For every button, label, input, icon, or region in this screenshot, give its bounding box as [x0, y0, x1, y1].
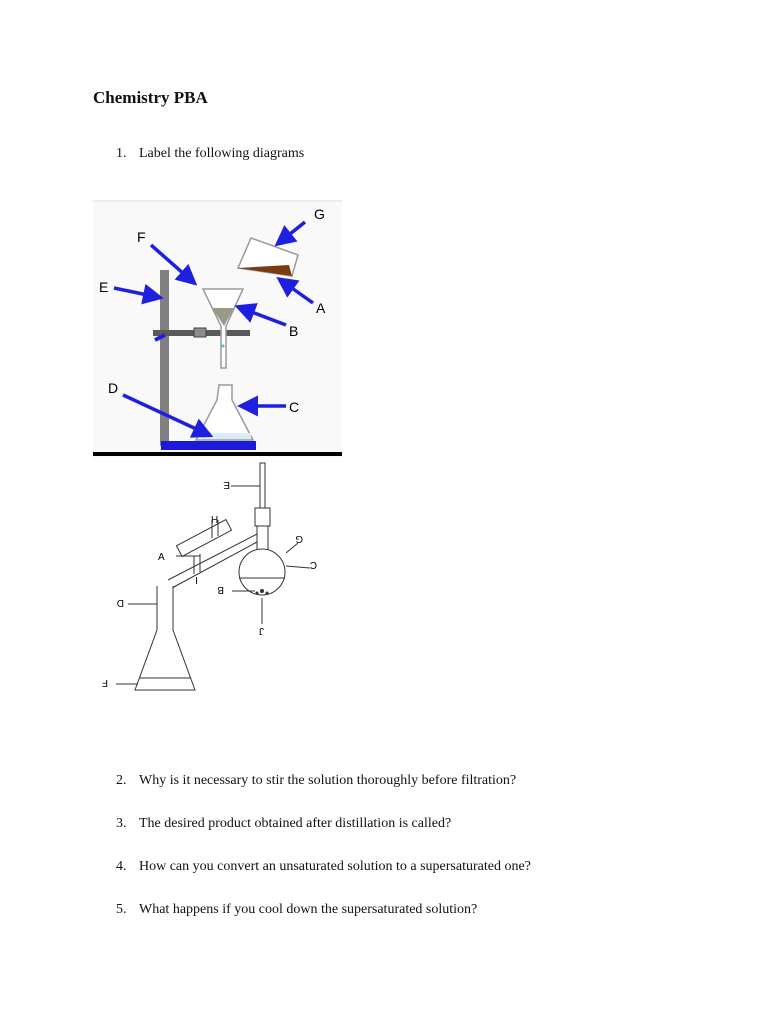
receiving-flask — [135, 586, 195, 690]
label-d: D — [108, 380, 119, 396]
distillation-diagram — [100, 458, 340, 710]
question-text: Why is it necessary to stir the solution thoroughly before filtration? — [139, 773, 517, 788]
label-g: G — [295, 533, 303, 544]
label-a: A — [316, 300, 326, 316]
question-text: How can you convert an unsaturated solution to a supersaturated one? — [139, 859, 531, 874]
question-text: The desired product obtained after distillation is called? — [139, 816, 452, 831]
label-j: J — [259, 625, 264, 636]
question-3 — [116, 816, 451, 832]
round-bottom-flask — [239, 549, 285, 595]
question-number: 2. — [116, 773, 127, 788]
question-number: 3. — [116, 816, 127, 831]
question-number: 4. — [116, 859, 127, 874]
label-d: D — [116, 597, 124, 608]
filtration-diagram — [93, 200, 342, 458]
question-text: Label the following diagrams — [139, 146, 305, 161]
label-h: H — [211, 515, 219, 526]
question-number: 5. — [116, 902, 127, 917]
question-text: What happens if you cool down the supersaturated solution? — [139, 902, 478, 917]
question-number: 1. — [116, 146, 127, 161]
stand-rod — [160, 270, 169, 446]
label-b: B — [289, 323, 299, 339]
label-e: E — [223, 479, 230, 490]
label-e: E — [99, 279, 109, 295]
label-c: C — [289, 399, 300, 415]
label-i: I — [195, 574, 198, 585]
label-f: F — [137, 229, 146, 245]
label-a: A — [158, 552, 165, 563]
question-2 — [116, 773, 516, 789]
question-5 — [116, 902, 477, 918]
question-4 — [116, 859, 531, 875]
label-f: F — [101, 677, 108, 688]
question-1 — [116, 146, 304, 162]
label-b: B — [217, 584, 224, 595]
label-c: C — [309, 559, 317, 570]
page-title: Chemistry PBA — [93, 88, 208, 107]
clamp-screw — [194, 328, 206, 337]
stand-base — [161, 441, 256, 450]
label-g: G — [314, 206, 325, 222]
